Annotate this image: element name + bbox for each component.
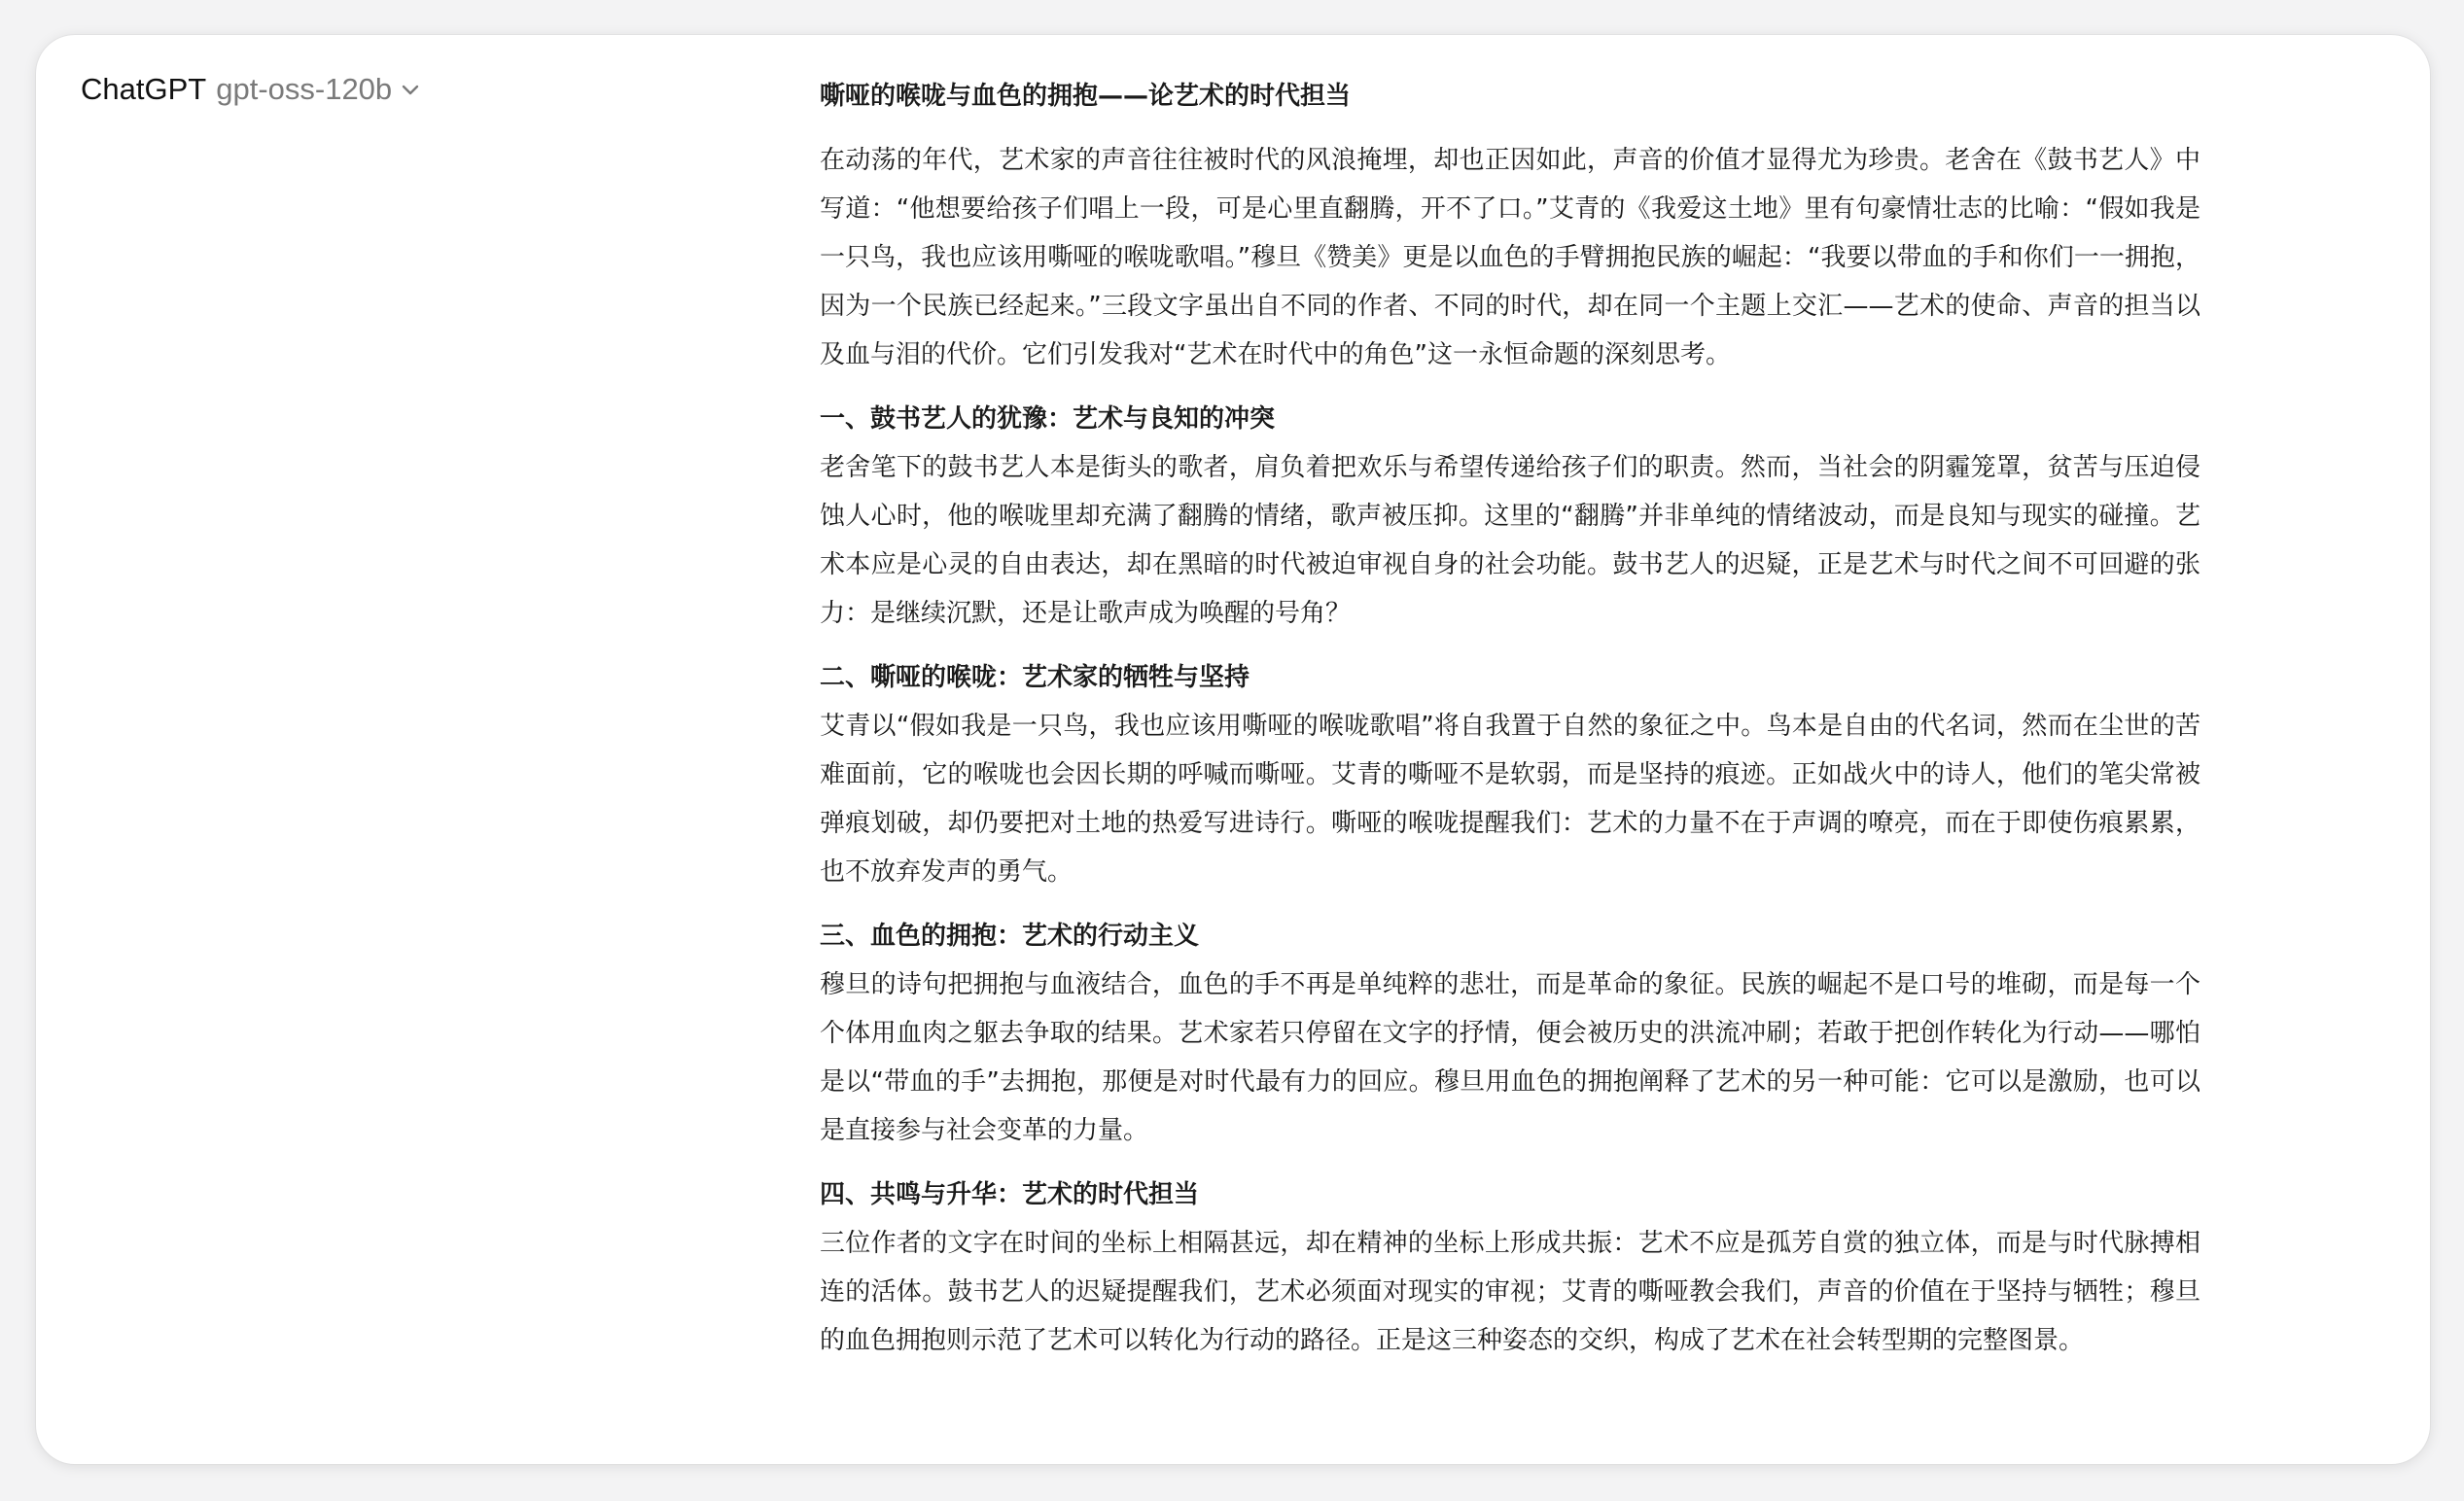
section-heading: 三、血色的拥抱：艺术的行动主义 (820, 922, 1200, 951)
section-heading: 二、嘶哑的喉咙：艺术家的牺牲与坚持 (820, 663, 1250, 692)
section-body: 穆旦的诗句把拥抱与血液结合，血色的手不再是单纯粹的悲壮，而是革命的象征。民族的崛起不是口号的堆砌，而是每一个个体用血肉之躯去争取的结果。艺术家若只停留在文字的抒情，便会被历史的洪流冲刷；若敢于把创作转化为行动——哪怕是以“带血的手”去拥抱，那便是对时代最有力的回应。穆旦用血色的拥抱阐释了艺术的另一种可能：它可以是激励，也可以是直接参与社会变革的力量。 (820, 970, 2200, 1145)
app-name: ChatGPT (81, 72, 207, 106)
section-body: 艾青以“假如我是一只鸟，我也应该用嘶哑的喉咙歌唱”将自我置于自然的象征之中。鸟本是自由的代名词，然而在尘世的苦难面前，它的喉咙也会因长期的呼喊而嘶哑。艾青的嘶哑不是软弱，而是坚持的痕迹。正如战火中的诗人，他们的笔尖常被弹痕划破，却仍要把对土地的热爱写进诗行。嘶哑的喉咙提醒我们：艺术的力量不在于声调的嘹亮，而在于即使伤痕累累，也不放弃发声的勇气。 (820, 712, 2200, 887)
essay-section-4 (820, 1170, 2200, 1365)
section-heading: 四、共鸣与升华：艺术的时代担当 (820, 1180, 1200, 1209)
essay-intro: 在动荡的年代，艺术家的声音往往被时代的风浪掩埋，却也正因如此，声音的价值才显得尤为珍贵。老舍在《鼓书艺人》中写道：“他想要给孩子们唱上一段，可是心里直翻腾，开不了口。”艾青的《我爱这土地》里有句豪情壮志的比喻：“假如我是一只鸟，我也应该用嘶哑的喉咙歌唱。”穆旦《赞美》更是以血色的手臂拥抱民族的崛起：“我要以带血的手和你们一一拥抱，因为一个民族已经起来。”三段文字虽出自不同的作者、不同的时代，却在同一个主题上交汇——艺术的使命、声音的担当以及血与泪的代价。它们引发我对“艺术在时代中的角色”这一永恒命题的深刻思考。 (820, 146, 2200, 369)
assistant-message (820, 72, 2200, 1380)
essay-section-1 (820, 395, 2200, 638)
essay-section-3 (820, 912, 2200, 1155)
chevron-down-icon (402, 85, 419, 96)
model-name: gpt-oss-120b (216, 72, 393, 106)
chat-window (36, 35, 2430, 1464)
essay-section-2 (820, 653, 2200, 896)
section-body: 老舍笔下的鼓书艺人本是街头的歌者，肩负着把欢乐与希望传递给孩子们的职责。然而，当社会的阴霾笼罩，贫苦与压迫侵蚀人心时，他的喉咙里却充满了翻腾的情绪，歌声被压抑。这里的“翻腾”并非单纯的情绪波动，而是良知与现实的碰撞。艺术本应是心灵的自由表达，却在黑暗的时代被迫审视自身的社会功能。鼓书艺人的迟疑，正是艺术与时代之间不可回避的张力：是继续沉默，还是让歌声成为唤醒的号角？ (820, 453, 2200, 628)
section-heading: 一、鼓书艺人的犹豫：艺术与良知的冲突 (820, 404, 1276, 434)
section-body: 三位作者的文字在时间的坐标上相隔甚远，却在精神的坐标上形成共振：艺术不应是孤芳自赏的独立体，而是与时代脉搏相连的活体。鼓书艺人的迟疑提醒我们，艺术必须面对现实的审视；艾青的嘶哑教会我们，声音的价值在于坚持与牺牲；穆旦的血色拥抱则示范了艺术可以转化为行动的路径。正是这三种姿态的交织，构成了艺术在社会转型期的完整图景。 (820, 1229, 2200, 1355)
model-switcher[interactable] (81, 64, 419, 115)
essay-title: 嘶哑的喉咙与血色的拥抱——论艺术的时代担当 (820, 82, 1352, 111)
